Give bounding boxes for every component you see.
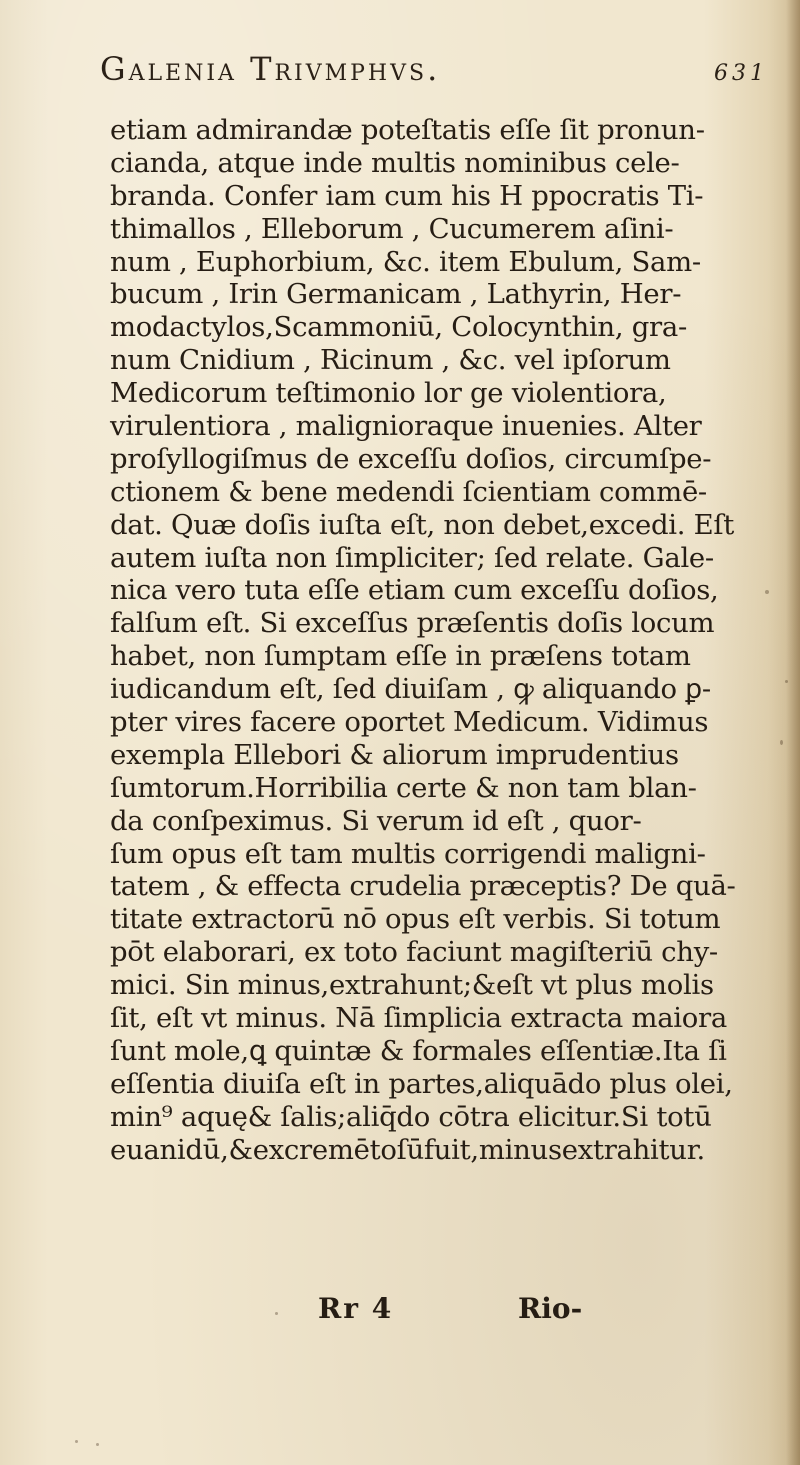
text-line: titate extractorū nō opus eſt verbis. Si totum: [110, 903, 721, 936]
text-line: dat. Quæ doſis iuſta eſt, non debet,excedi. Eſt: [110, 508, 735, 541]
text-line: Medicorum teſtimonio lor ge violentiora,: [110, 377, 667, 410]
body-text: [110, 114, 775, 1167]
text-line: cianda, atque inde multis nominibus cele-: [110, 146, 680, 179]
text-line: min⁹ aquę& ſalis;aliq̄do cōtra elicitur.Si totū: [110, 1100, 712, 1133]
text-line: exempla Ellebori & aliorum imprudentius: [110, 738, 679, 771]
text-line: num , Euphorbium, &c. item Ebulum, Sam-: [110, 245, 701, 278]
page-number: 631: [714, 61, 768, 86]
paper-speck: [275, 1312, 278, 1315]
text-line: iudicandum eſt, ſed diuiſam , ꝙ aliquando ꝑ-: [110, 673, 711, 706]
text-line: ctionem & bene medendi ſcientiam commē-: [110, 475, 707, 508]
text-line: falſum eſt. Si exceſſus præſentis doſis locum: [110, 607, 715, 640]
text-line: ſum opus eſt tam multis corrigendi maligni-: [110, 837, 706, 870]
paper-speck: [96, 1443, 99, 1446]
text-line: num Cnidium , Ricinum , &c. vel ipſorum: [110, 344, 671, 377]
text-line: eſſentia diuiſa eſt in partes,aliquādo plus olei,: [110, 1067, 733, 1100]
text-line: euanidū,&excremētoſūfuit,minusextrahitur.: [110, 1133, 705, 1166]
text-line: mici. Sin minus,extrahunt;&eſt vt plus molis: [110, 969, 714, 1002]
paper-speck: [785, 680, 788, 683]
text-line: da conſpeximus. Si verum id eſt , quor-: [110, 804, 642, 837]
text-line: pter vires facere oportet Medicum. Vidimus: [110, 706, 709, 739]
page-edge-shadow: [786, 0, 800, 1465]
text-line: habet, non ſumptam eſſe in præſens totam: [110, 640, 691, 673]
page-footer: [318, 1292, 718, 1328]
text-line: tatem , & effecta crudelia præceptis? De quā-: [110, 870, 736, 903]
text-line: autem iuſta non ſimpliciter; ſed relate. Gale-: [110, 541, 714, 574]
text-line: bucum , Irin Germanicam , Lathyrin, Her-: [110, 278, 682, 311]
text-line: modactylos,Scammoniū, Colocynthin, gra-: [110, 311, 687, 344]
signature-mark: Rr 4: [318, 1292, 394, 1325]
paper-speck: [765, 590, 769, 594]
running-title: Galenia Trivmphvs.: [100, 50, 441, 88]
text-line: pōt elaborari, ex toto faciunt magiſteriū chy-: [110, 936, 718, 969]
text-line: ſunt mole,ꝗ quintæ & formales eſſentiæ.Ita ſi: [110, 1034, 727, 1067]
text-line: nica vero tuta eſſe etiam cum exceſſu doſios,: [110, 574, 719, 607]
text-line: virulentiora , malignioraque inuenies. Alter: [110, 410, 702, 443]
text-line: ſumtorum.Horribilia certe & non tam blan-: [110, 771, 697, 804]
text-line: thimallos , Elleborum , Cucumerem aſini-: [110, 212, 674, 245]
running-head: [100, 50, 780, 100]
text-line: ſit, eſt vt minus. Nā ſimplicia extracta maiora: [110, 1002, 727, 1035]
paper-speck: [75, 1440, 78, 1443]
paper-speck: [780, 740, 783, 745]
text-line: proſyllogiſmus de exceſſu doſios, circumſpe-: [110, 442, 712, 475]
catchword: Rio-: [518, 1292, 583, 1325]
text-line: branda. Confer iam cum his H ppocratis Ti-: [110, 179, 704, 212]
text-line: etiam admirandæ poteſtatis eſſe ſit pronun-: [110, 114, 705, 146]
